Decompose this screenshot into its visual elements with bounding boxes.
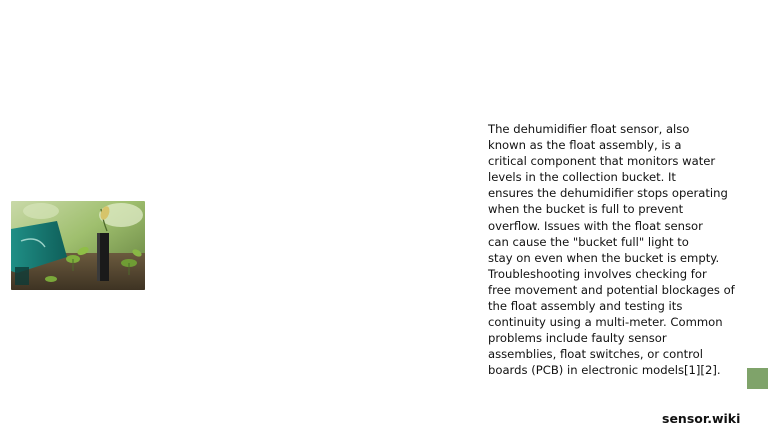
paragraph-line: ensures the dehumidifier stops operating	[488, 186, 728, 201]
sensor-photo	[11, 201, 145, 290]
paragraph-line: Troubleshooting involves checking for	[488, 266, 707, 281]
paragraph-line: critical component that monitors water	[488, 154, 716, 169]
paragraph-line: overflow. Issues with the float sensor	[488, 218, 703, 233]
plant-sensor-image	[11, 201, 145, 290]
paragraph-line: problems include faulty sensor	[488, 331, 667, 346]
paragraph-line: levels in the collection bucket. It	[488, 170, 676, 185]
paragraph-line: when the bucket is full to prevent	[488, 202, 684, 217]
paragraph-line: stay on even when the bucket is empty.	[488, 250, 720, 265]
accent-square	[747, 368, 768, 389]
paragraph-line: The dehumidifier float sensor, also	[488, 122, 690, 136]
brand-label: sensor.wiki	[662, 411, 741, 426]
paragraph-line: can cause the "bucket full" light to	[488, 234, 689, 249]
description-paragraph	[488, 121, 750, 379]
paragraph-line: known as the float assembly, is a	[488, 138, 682, 153]
paragraph-line: assemblies, float switches, or control	[488, 347, 703, 362]
paragraph-line: the float assembly and testing its	[488, 299, 683, 314]
paragraph-line: boards (PCB) in electronic models[1][2].	[488, 363, 721, 378]
paragraph-line: continuity using a multi-meter. Common	[488, 315, 723, 330]
paragraph-line: free movement and potential blockages of	[488, 282, 735, 297]
